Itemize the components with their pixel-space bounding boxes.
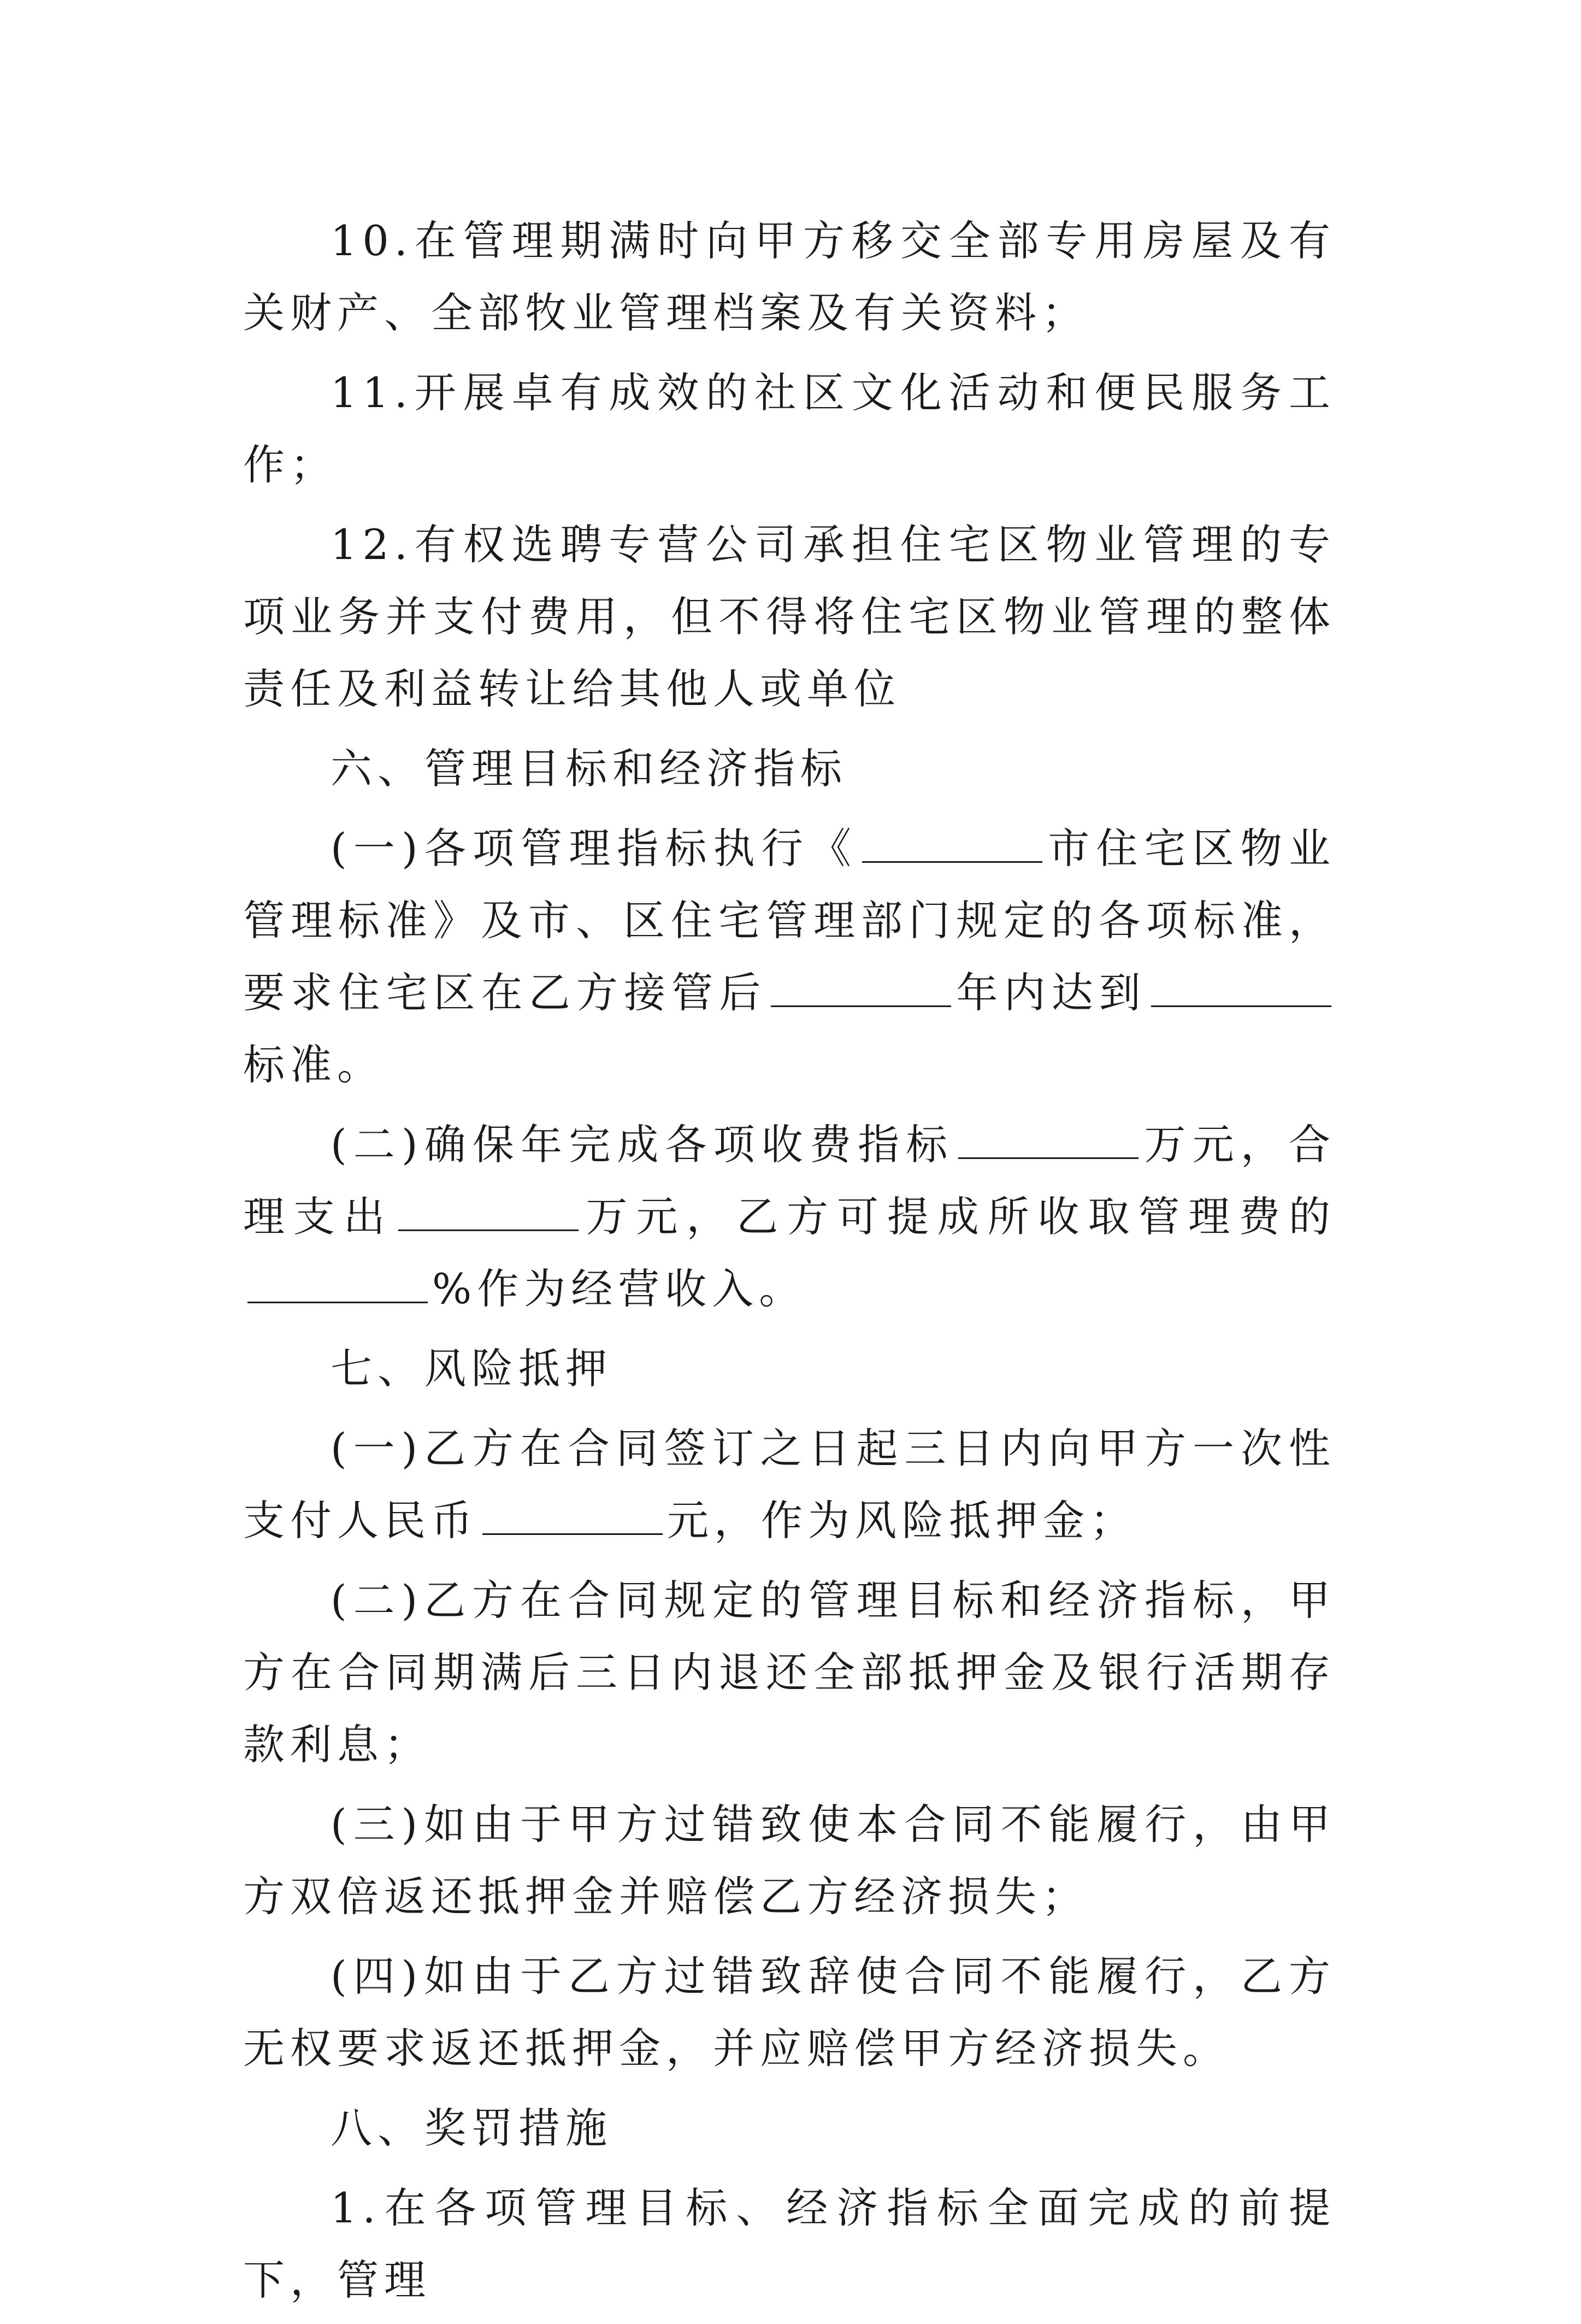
section-6-item-1-text-c: 年内达到	[955, 968, 1147, 1017]
section-7-item-4	[243, 1940, 1336, 2085]
section-7-heading	[243, 1333, 1336, 1405]
section-8-heading-text: 八、奖罚措施	[331, 2104, 612, 2152]
section-6-item-1-text-b: 市住宅区物业管理标准》及市、区住宅管理部门规定的各项标准，要求住宅区在乙方接管后	[243, 824, 1336, 1017]
section-7-item-3	[243, 1788, 1336, 1933]
section-7-item-1	[243, 1413, 1336, 1557]
section-6-item-1	[243, 813, 1336, 1101]
section-6-item-2-text-a: (二)确保年完成各项收费指标	[331, 1120, 954, 1169]
section-7-item-1-text-a: (一)乙方在合同签订之日起三日内向甲方一次性支付人民币	[243, 1424, 1336, 1545]
fill-blank[interactable]	[958, 1119, 1138, 1159]
clause-11-text: 11.开展卓有成效的社区文化活动和便民服务工作；	[243, 368, 1336, 489]
fill-blank[interactable]	[247, 1263, 428, 1303]
section-6-item-2	[243, 1109, 1336, 1325]
section-6-item-1-text-d: 标准。	[243, 1040, 384, 1089]
clause-11	[243, 357, 1336, 501]
section-6-item-2-text-d: %作为经营收入。	[432, 1264, 806, 1313]
section-8-item-1	[243, 2172, 1336, 2316]
section-7-item-2	[243, 1564, 1336, 1781]
section-8-item-1-text: 1.在各项管理目标、经济指标全面完成的前提下，管理	[243, 2184, 1336, 2304]
fill-blank[interactable]	[771, 967, 951, 1007]
section-6-item-1-text-a: (一)各项管理指标执行《	[331, 824, 858, 873]
section-6-heading-text: 六、管理目标和经济指标	[331, 744, 847, 793]
clause-10-text: 10.在管理期满时向甲方移交全部专用房屋及有关财产、全部牧业管理档案及有关资料；	[243, 216, 1336, 337]
section-6-item-2-text-b: 万元，合理支出	[243, 1120, 1336, 1241]
clause-12-text: 12.有权选聘专营公司承担住宅区物业管理的专项业务并支付费用，但不得将住宅区物业管理的整体责任及利益转让给其他人或单位	[243, 520, 1336, 713]
section-8-heading	[243, 2092, 1336, 2164]
section-7-item-2-text: (二)乙方在合同规定的管理目标和经济指标，甲方在合同期满后三日内退还全部抵押金及银行活期存款利息；	[243, 1576, 1336, 1769]
section-6-item-2-text-c: 万元，乙方可提成所收取管理费的	[582, 1192, 1336, 1241]
fill-blank[interactable]	[1151, 967, 1331, 1007]
fill-blank[interactable]	[482, 1495, 663, 1535]
clause-12	[243, 509, 1336, 725]
section-6-heading	[243, 733, 1336, 805]
clause-10	[243, 205, 1336, 349]
section-7-heading-text: 七、风险抵押	[331, 1344, 612, 1393]
document-body	[243, 205, 1336, 2324]
section-7-item-3-text: (三)如由于甲方过错致使本合同不能履行，由甲方双倍返还抵押金并赔偿乙方经济损失；	[243, 1800, 1336, 1921]
section-7-item-1-text-b: 元，作为风险抵押金；	[667, 1496, 1137, 1545]
fill-blank[interactable]	[862, 823, 1042, 863]
fill-blank[interactable]	[398, 1191, 579, 1231]
section-7-item-4-text: (四)如由于乙方过错致辞使合同不能履行，乙方无权要求返还抵押金，并应赔偿甲方经济损失。	[243, 1952, 1336, 2073]
